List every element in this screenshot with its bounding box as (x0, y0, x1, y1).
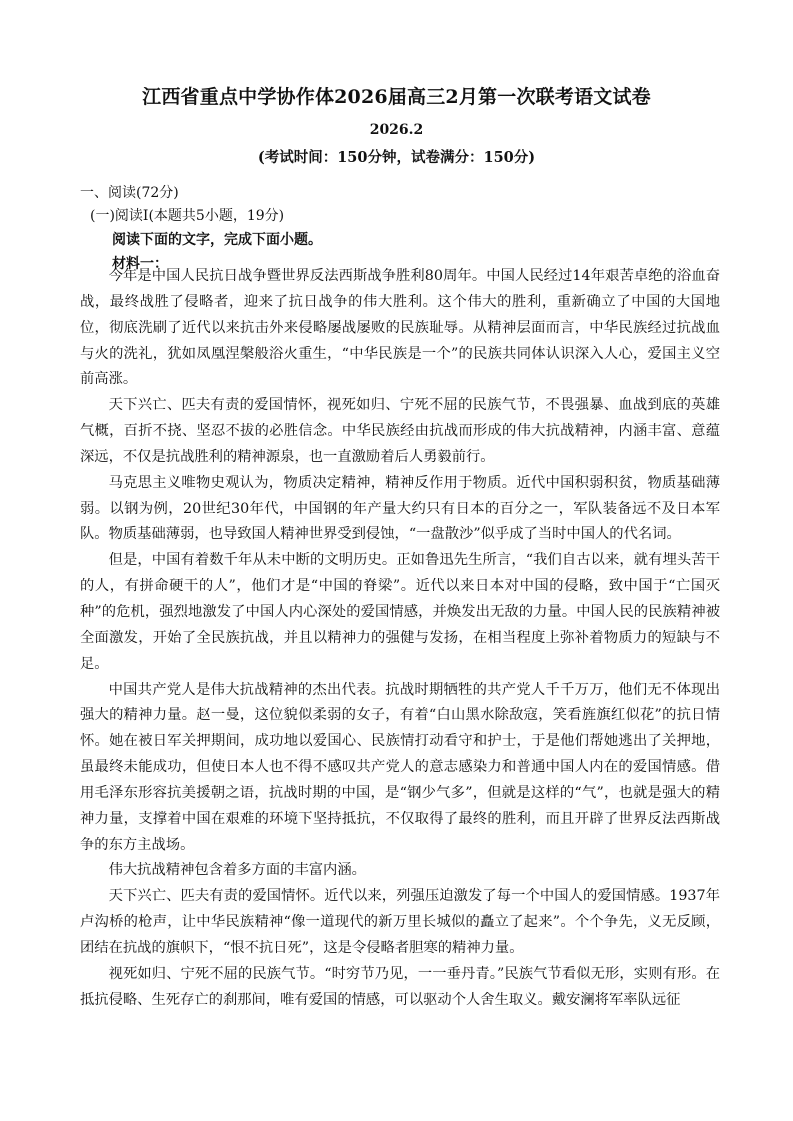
section-subheading: (一)阅读Ⅰ(本题共5小题，19分) (90, 208, 285, 224)
material-body (80, 264, 720, 1013)
section-heading: 一、阅读(72分) (80, 185, 179, 201)
exam-title: 江西省重点中学协作体2026届高三2月第一次联考语文试卷 (142, 86, 651, 108)
paragraph: 天下兴亡、匹夫有责的爱国情怀。近代以来，列强压迫激发了每一个中国人的爱国情感。1937年卢沟桥的枪声，让中华民族精神“像一道现代的新万里长城似的矗立了起来”。个个争先，义无反顾，团结在抗战的旗帜下，“恨不抗日死”，这是令侵略者胆寒的精神力量。 (80, 888, 720, 956)
reading-instruction: 阅读下面的文字，完成下面小题。 (112, 232, 322, 248)
paragraph: 马克思主义唯物史观认为，物质决定精神，精神反作用于物质。近代中国积弱积贫，物质基础薄弱。以钢为例，20世纪30年代，中国钢的年产量大约只有日本的百分之一，军队装备远不及日本军队。物质基础薄弱，也导致国人精神世界受到侵蚀，“一盘散沙”似乎成了当时中国人的代名词。 (80, 474, 720, 543)
material-label: 材料一： (112, 256, 168, 272)
paragraph: 天下兴亡、匹夫有责的爱国情怀，视死如归、宁死不屈的民族气节，不畏强暴、血战到底的英雄气概，百折不挠、坚忍不拔的必胜信念。中华民族经由抗战而形成的伟大抗战精神，内涵丰富、意蕴深远，不仅是抗战胜利的精神源泉，也一直激励着后人勇毅前行。 (80, 397, 720, 465)
paragraph: 伟大抗战精神包含着多方面的丰富内涵。 (108, 862, 366, 879)
exam-time-and-score: (考试时间：150分钟，试卷满分：150分) (257, 149, 536, 166)
exam-date: 2026.2 (369, 122, 424, 138)
paragraph: 但是，中国有着数千年从未中断的文明历史。正如鲁迅先生所言，“我们自古以来，就有埋头苦干的人，有拼命硬干的人”，他们才是“中国的脊梁”。近代以来日本对中国的侵略，致中国于“亡国灭种”的危机，强烈地激发了中国人内心深处的爱国情感，并焕发出无敌的力量。中国人民的民族精神被全面激发，开始了全民族抗战，并且以精神力的强健与发扬，在相当程度上弥补着物质力的短缺与不足。 (80, 552, 720, 672)
paragraph: 视死如归、宁死不屈的民族气节。“时穷节乃见，一一垂丹青。”民族气节看似无形，实则有形。在抵抗侵略、生死存亡的刹那间，唯有爱国的情感，可以驱动个人舍生取义。戴安澜将军率队远征 (80, 965, 720, 1008)
paragraph: 今年是中国人民抗日战争暨世界反法西斯战争胜利80周年。中国人民经过14年艰苦卓绝的浴血奋战，最终战胜了侵略者，迎来了抗日战争的伟大胜利。这个伟大的胜利，重新确立了中国的大国地位，彻底洗刷了近代以来抗击外来侵略屡战屡败的民族耻辱。从精神层面而言，中华民族经过抗战血与火的洗礼，犹如凤凰涅槃般浴火重生，“中华民族是一个”的民族共同体认识深入人心，爱国主义空前高涨。 (80, 268, 720, 388)
paragraph: 中国共产党人是伟大抗战精神的杰出代表。抗战时期牺牲的共产党人千千万万，他们无不体现出强大的精神力量。赵一曼，这位貌似柔弱的女子，有着“白山黑水除敌寇，笑看旌旗红似花”的抗日情怀。她在被日军关押期间，成功地以爱国心、民族情打动看守和护士，于是他们帮她逃出了关押地，虽最终未能成功，但使日本人也不得不感叹共产党人的意志感染力和普通中国人内在的爱国情感。借用毛泽东形容抗美援朝之语，抗战时期的中国，是“钢少气多”，但就是这样的“气”，也就是强大的精神力量，支撑着中国在艰难的环境下坚持抵抗，不仅取得了最终的胜利，而且开辟了世界反法西斯战争的东方主战场。 (80, 681, 720, 853)
